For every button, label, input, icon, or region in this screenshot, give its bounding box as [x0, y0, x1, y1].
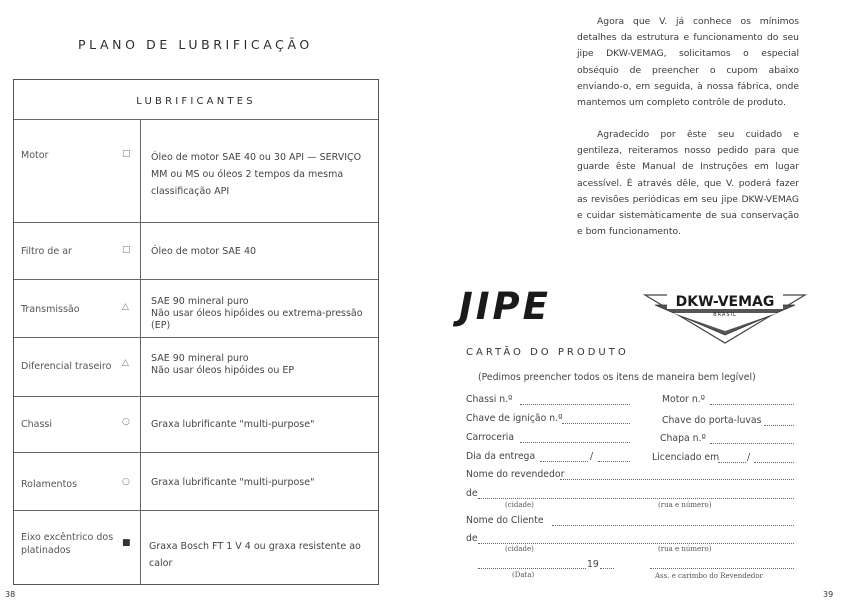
body-field[interactable] — [520, 442, 630, 443]
intro-text: Agora que V. já conhece os mínimos detalhes da estrutura e funcionamento do seu jipe DKW-VEMAG, solicitamos o especial obséquio de preencher o cupom abaixo enviando-o, em seguida, à nossa fábrica, onde mantemos um completo contrôle de produto. — [577, 16, 799, 109]
row-description: SAE 90 mineral puro Não usar óleos hipóides ou EP — [151, 353, 295, 376]
closing-paragraph — [577, 127, 799, 240]
plate-label: Chapa n.º — [660, 433, 706, 444]
row-divider — [14, 510, 378, 511]
column-divider — [140, 119, 141, 584]
licensed-label: Licenciado em — [652, 452, 720, 463]
signature-field[interactable] — [650, 568, 794, 569]
licensed-separator: / — [747, 452, 751, 463]
row-label: Filtro de ar — [21, 246, 72, 257]
row-divider — [14, 222, 378, 223]
motor-label: Motor n.º — [662, 394, 706, 405]
dealer-name-label: Nome do revendedor — [466, 469, 565, 480]
row-description: Graxa lubrificante "multi-purpose" — [151, 419, 315, 430]
row-label: Motor — [21, 150, 49, 161]
delivery-day-field[interactable] — [540, 461, 588, 462]
triangle-symbol-icon: △ — [122, 302, 129, 312]
row-description: Óleo de motor SAE 40 ou 30 API — SERVIÇO MM ou MS ou óleos 2 tempos da mesma classificação API — [151, 152, 362, 197]
licensed-day-field[interactable] — [718, 462, 746, 463]
client-city-caption: (cidade) — [505, 545, 534, 553]
delivery-date-label: Dia da entrega — [466, 451, 536, 462]
row-label: Eixo excêntrico dos platinados — [21, 532, 114, 556]
dealer-city-caption: (cidade) — [505, 501, 534, 509]
page-number-right: 39 — [823, 590, 834, 599]
row-label: Chassi — [21, 419, 53, 430]
dkw-vemag-logo — [643, 291, 807, 345]
dealer-address-field[interactable] — [478, 498, 794, 499]
dealer-street-caption: (rua e número) — [658, 501, 712, 509]
intro-paragraph — [577, 14, 799, 111]
date-field[interactable] — [478, 568, 586, 569]
page-number-left: 38 — [5, 590, 16, 599]
plate-field[interactable] — [710, 443, 794, 444]
closing-text: Agradecido por êste seu cuidado e gentileza, reiteramos nosso pedido para que guarde êste Manual de Instruções em lugar acessível. É através dêle, que V. poderá fazer as revisões periódicas em seu jipe DKW-VEMAG e cuidar sistemàticamente de sua conservação e bom funcionamento. — [577, 129, 799, 238]
form-title: CARTÃO DO PRODUTO — [466, 347, 629, 358]
circle-symbol-icon: ○ — [122, 477, 130, 487]
row-divider — [14, 337, 378, 338]
dealer-name-field[interactable] — [560, 479, 794, 480]
square-symbol-icon: □ — [122, 245, 131, 255]
client-de-label: de — [466, 533, 478, 544]
row-label: Rolamentos — [21, 479, 78, 490]
ignition-key-label: Chave de ignição n.º — [466, 413, 563, 424]
row-divider — [14, 396, 378, 397]
client-address-field[interactable] — [478, 543, 794, 544]
page-title: PLANO DE LUBRIFICAÇÃO — [78, 37, 313, 52]
row-divider — [14, 119, 378, 120]
client-name-label: Nome do Cliente — [466, 515, 544, 526]
row-description: Óleo de motor SAE 40 — [151, 246, 257, 257]
client-street-caption: (rua e número) — [658, 545, 712, 553]
chassi-label: Chassi n.º — [466, 394, 513, 405]
form-instruction: (Pedimos preencher todos os itens de maneira bem legível) — [478, 372, 756, 383]
square-symbol-icon: □ — [122, 149, 131, 159]
motor-field[interactable] — [710, 404, 794, 405]
circle-symbol-icon: ○ — [122, 417, 130, 427]
ignition-key-field[interactable] — [562, 423, 630, 424]
lubrication-table — [13, 79, 379, 585]
row-description: Graxa Bosch FT 1 V 4 ou graxa resistente ao calor — [149, 541, 361, 569]
year-prefix: 19 — [587, 559, 599, 570]
body-label: Carroceria — [466, 432, 515, 443]
jipe-logo: JIPE — [459, 285, 551, 328]
table-header: LUBRIFICANTES — [136, 96, 256, 107]
chassi-field[interactable] — [520, 404, 630, 405]
licensed-month-field[interactable] — [754, 462, 794, 463]
row-divider — [14, 452, 378, 453]
date-caption: (Data) — [512, 571, 535, 579]
dealer-de-label: de — [466, 488, 478, 499]
row-description: Graxa lubrificante "multi-purpose" — [151, 477, 315, 488]
logo-brasil-text: BRASIL — [713, 312, 737, 318]
row-label: Diferencial traseiro — [21, 361, 112, 372]
filled-square-symbol-icon: ■ — [122, 538, 131, 548]
triangle-symbol-icon: △ — [122, 358, 129, 368]
glovebox-key-label: Chave do porta-luvas — [662, 415, 762, 426]
glovebox-key-field[interactable] — [764, 425, 794, 426]
delivery-date-separator: / — [590, 451, 594, 462]
row-divider — [14, 279, 378, 280]
logo-dkw-text: DKW-VEMAG — [675, 294, 775, 310]
client-name-field[interactable] — [552, 525, 794, 526]
delivery-month-field[interactable] — [598, 461, 630, 462]
year-field[interactable] — [600, 568, 614, 569]
row-description: SAE 90 mineral puro Não usar óleos hipóides ou extrema-pressão (EP) — [151, 296, 363, 331]
signature-caption: Ass. e carimbo do Revendedor — [655, 572, 763, 580]
row-label: Transmissão — [21, 304, 80, 315]
